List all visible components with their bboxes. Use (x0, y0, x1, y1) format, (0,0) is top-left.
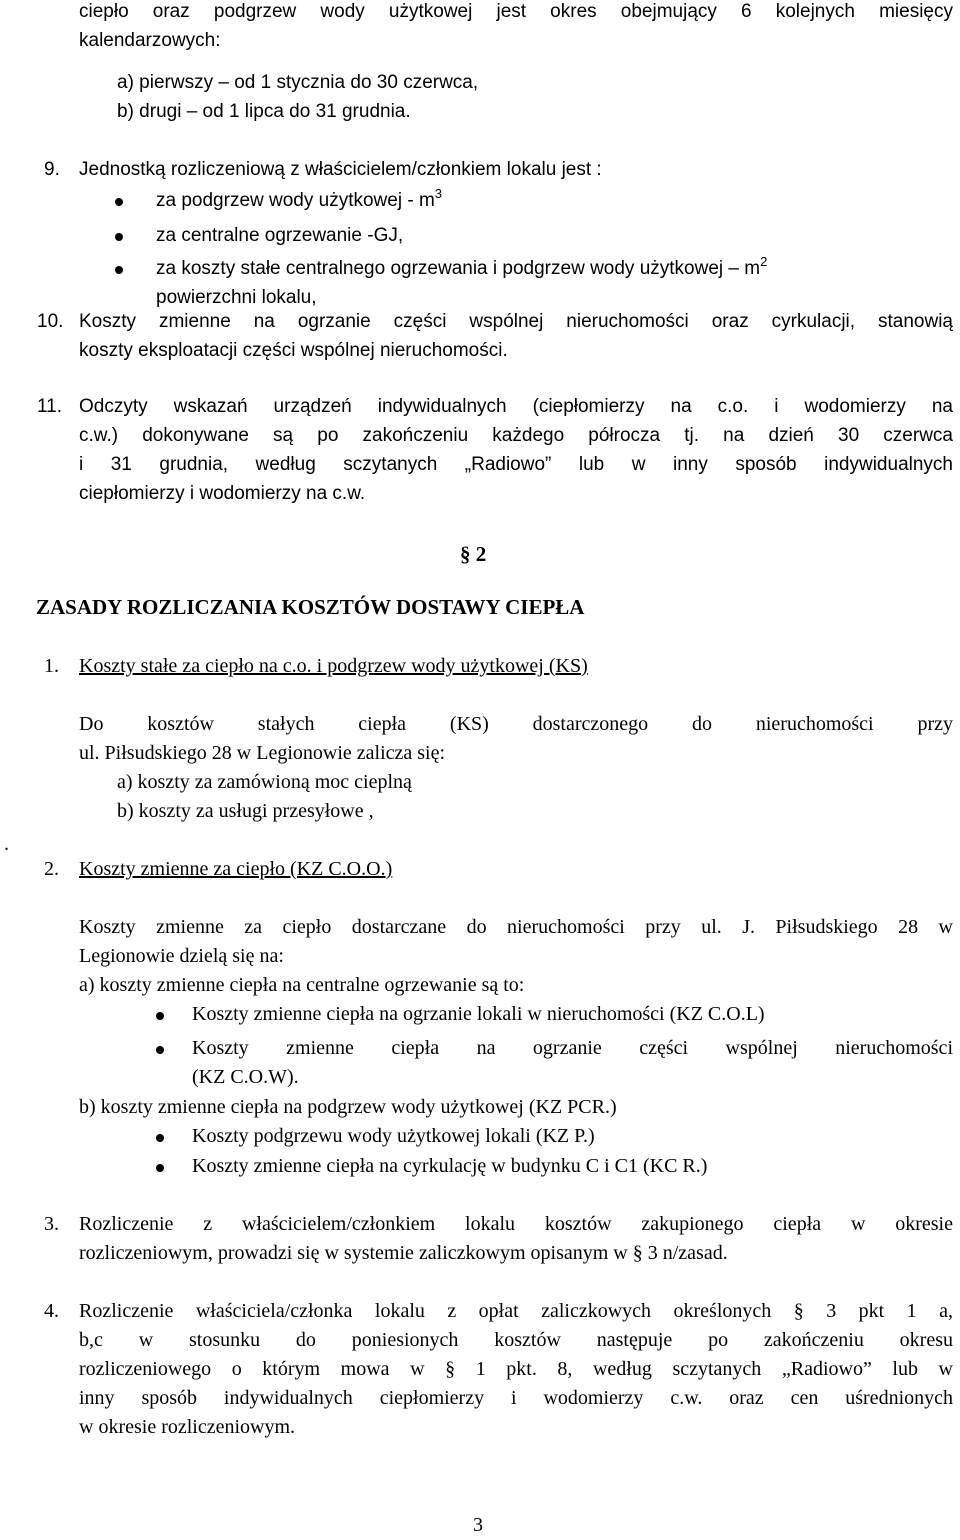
p8-item-b: b) drugi – od 1 lipca do 31 grudnia. (117, 101, 411, 122)
p11-line2: c.w.) dokonywane są po zakończeniu każdego półrocza tj. na dzień 30 czerwca (79, 425, 953, 446)
s1-number: 1. (44, 655, 59, 677)
s4-line1: Rozliczenie właściciela/członka lokalu z opłat zaliczkowych określonych § 3 pkt 1 a, (79, 1300, 953, 1322)
s4-line4: inny sposób indywidualnych ciepłomierzy i wodomierzy c.w. oraz cen uśrednionych (79, 1387, 953, 1409)
stray-dot: . (4, 833, 9, 855)
p10-line2: koszty eksploatacji części wspólnej nieruchomości. (79, 340, 508, 361)
s2-number: 2. (44, 858, 59, 880)
p9-bullet-2: za centralne ogrzewanie -GJ, (156, 225, 404, 246)
bullet-icon (156, 1164, 164, 1172)
s3-number: 3. (44, 1213, 59, 1235)
s2-b-bullet-1: Koszty podgrzewu wody użytkowej lokali (KZ P.) (192, 1125, 595, 1147)
s1-line1: Do kosztów stałych ciepła (KS) dostarczonego do nieruchomości przy (79, 713, 953, 735)
page-number: 3 (473, 1514, 483, 1536)
p11-line3: i 31 grudnia, według sczytanych „Radiowo” lub w inny sposób indywidualnych (79, 454, 953, 475)
bullet-icon (156, 1134, 164, 1142)
s1-line2: ul. Piłsudskiego 28 w Legionowie zalicza się: (79, 742, 446, 764)
p11-number: 11. (37, 396, 63, 417)
p9-bullet-3-cont: powierzchni lokalu, (156, 287, 317, 308)
s3-line2: rozliczeniowym, prowadzi się w systemie zaliczkowym opisanym w § 3 n/zasad. (79, 1242, 728, 1264)
s1-title: Koszty stałe za ciepło na c.o. i podgrzew wody użytkowej (KS) (79, 655, 588, 677)
p9-bullet-1: za podgrzew wody użytkowej - $m^3$ (156, 186, 443, 211)
p8-item-a: a) pierwszy – od 1 stycznia do 30 czerwca, (117, 72, 479, 93)
s4-line3: rozliczeniowego o którym mowa w § 1 pkt. 8, według sczytanych „Radiowo” lub w (79, 1358, 953, 1380)
s2-item-a: a) koszty zmienne ciepła na centralne ogrzewanie są to: (79, 974, 525, 996)
s4-line5: w okresie rozliczeniowym. (79, 1416, 296, 1438)
s2-a-bullet-2-cont: (KZ C.O.W). (192, 1066, 299, 1088)
s2-a-bullet-1: Koszty zmienne ciepła na ogrzanie lokali w nieruchomości (KZ C.O.L) (192, 1003, 765, 1025)
s4-line2: b,c w stosunku do poniesionych kosztów następuje po zakończeniu okresu (79, 1329, 953, 1351)
s2-a-bullet-2: Koszty zmienne ciepła na ogrzanie części wspólnej nieruchomości (192, 1037, 953, 1059)
s2-b-bullet-2: Koszty zmienne ciepła na cyrkulację w budynku C i C1 (KC R.) (192, 1155, 708, 1177)
s2-line2: Legionowie dzielą się na: (79, 945, 284, 967)
p9-bullet-3: za koszty stałe centralnego ogrzewania i podgrzew wody użytkowej – $m^2$ (156, 254, 768, 279)
s2-title: Koszty zmienne za ciepło (KZ C.O.O.) (79, 858, 393, 880)
s2-line1: Koszty zmienne za ciepło dostarczane do nieruchomości przy ul. J. Piłsudskiego 28 w (79, 916, 953, 938)
p10-line1: Koszty zmienne na ogrzanie części wspólnej nieruchomości oraz cyrkulacji, stanowią (79, 311, 953, 332)
p9-number: 9. (44, 159, 60, 180)
s2-item-b: b) koszty zmienne ciepła na podgrzew wody użytkowej (KZ PCR.) (79, 1096, 617, 1118)
section-number: § 2 (460, 542, 487, 566)
p11-line1: Odczyty wskazań urządzeń indywidualnych (ciepłomierzy na c.o. i wodomierzy na (79, 396, 953, 417)
s1-item-b: b) koszty za usługi przesyłowe , (117, 800, 374, 822)
bullet-icon (156, 1046, 164, 1054)
p8-line2: kalendarzowych: (79, 30, 221, 51)
bullet-icon (156, 1012, 164, 1020)
section-title: ZASADY ROZLICZANIA KOSZTÓW DOSTAWY CIEPŁA (36, 595, 585, 619)
bullet-icon (115, 198, 123, 206)
p9-text: Jednostką rozliczeniową z właścicielem/członkiem lokalu jest : (79, 159, 602, 180)
s1-item-a: a) koszty za zamówioną moc cieplną (117, 771, 412, 793)
s4-number: 4. (44, 1300, 59, 1322)
p10-number: 10. (37, 311, 64, 332)
bullet-icon (115, 233, 123, 241)
p8-line1: ciepło oraz podgrzew wody użytkowej jest okres obejmujący 6 kolejnych miesięcy (79, 1, 953, 22)
p11-line4: ciepłomierzy i wodomierzy na c.w. (79, 483, 366, 504)
s3-line1: Rozliczenie z właścicielem/członkiem lokalu kosztów zakupionego ciepła w okresie (79, 1213, 953, 1235)
bullet-icon (115, 266, 123, 274)
